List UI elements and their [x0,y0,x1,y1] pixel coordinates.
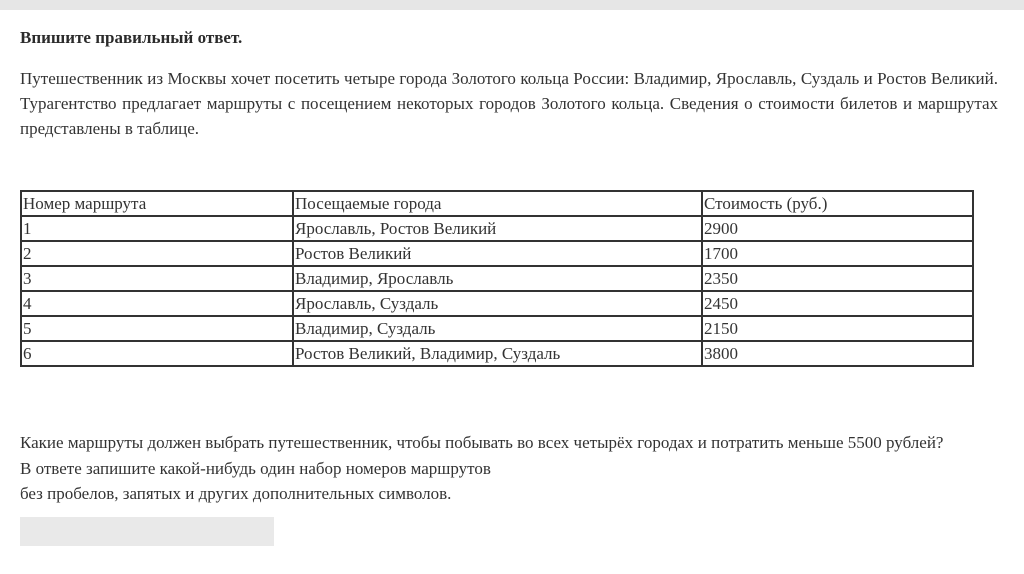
route-cost-cell: 2150 [702,316,973,341]
route-cities-cell: Ростов Великий, Владимир, Суздаль [293,341,702,366]
top-bar [0,0,1024,10]
route-cost-cell: 2450 [702,291,973,316]
table-row [21,216,973,241]
table-row [21,316,973,341]
route-cost-cell: 3800 [702,341,973,366]
route-cities-cell: Ярославль, Ростов Великий [293,216,702,241]
table-row [21,266,973,291]
problem-text: Путешественник из Москвы хочет посетить четыре города Золотого кольца России: Владимир, Ярославль, Суздаль и Ростов Великий. Турагентство предлагает маршруты с посещением некоторых городов Золотого кольца. Сведения о стоимости билетов и маршрутах представлены в таблице. [20,69,998,138]
question-line-1: Какие маршруты должен выбрать путешественник, чтобы побывать во всех четырёх городах и потратить меньше 5500 рублей? [20,433,944,452]
route-cost-cell: 2900 [702,216,973,241]
route-cities-cell: Владимир, Ярославль [293,266,702,291]
route-cities-cell: Ростов Великий [293,241,702,266]
question-line-3: без пробелов, запятых и других дополнительных символов. [20,484,452,503]
table-row [21,241,973,266]
answer-input[interactable] [20,517,274,546]
header-cities: Посещаемые города [293,191,702,216]
route-number-cell: 1 [21,216,293,241]
routes-table [20,190,974,367]
route-cities-cell: Ярославль, Суздаль [293,291,702,316]
header-route-number: Номер маршрута [21,191,293,216]
route-cost-cell: 2350 [702,266,973,291]
route-number-cell: 2 [21,241,293,266]
table-row [21,341,973,366]
route-cities-cell: Владимир, Суздаль [293,316,702,341]
route-number-cell: 4 [21,291,293,316]
route-number-cell: 6 [21,341,293,366]
route-number-cell: 5 [21,316,293,341]
question-line-2: В ответе запишите какой-нибудь один набор номеров маршрутов [20,458,491,478]
table-header-row [21,191,973,216]
route-cost-cell: 1700 [702,241,973,266]
route-number-cell: 3 [21,266,293,291]
question-text [20,430,1010,507]
table-row [21,291,973,316]
header-cost: Стоимость (руб.) [702,191,973,216]
instruction-heading: Впишите правильный ответ. [20,28,243,47]
